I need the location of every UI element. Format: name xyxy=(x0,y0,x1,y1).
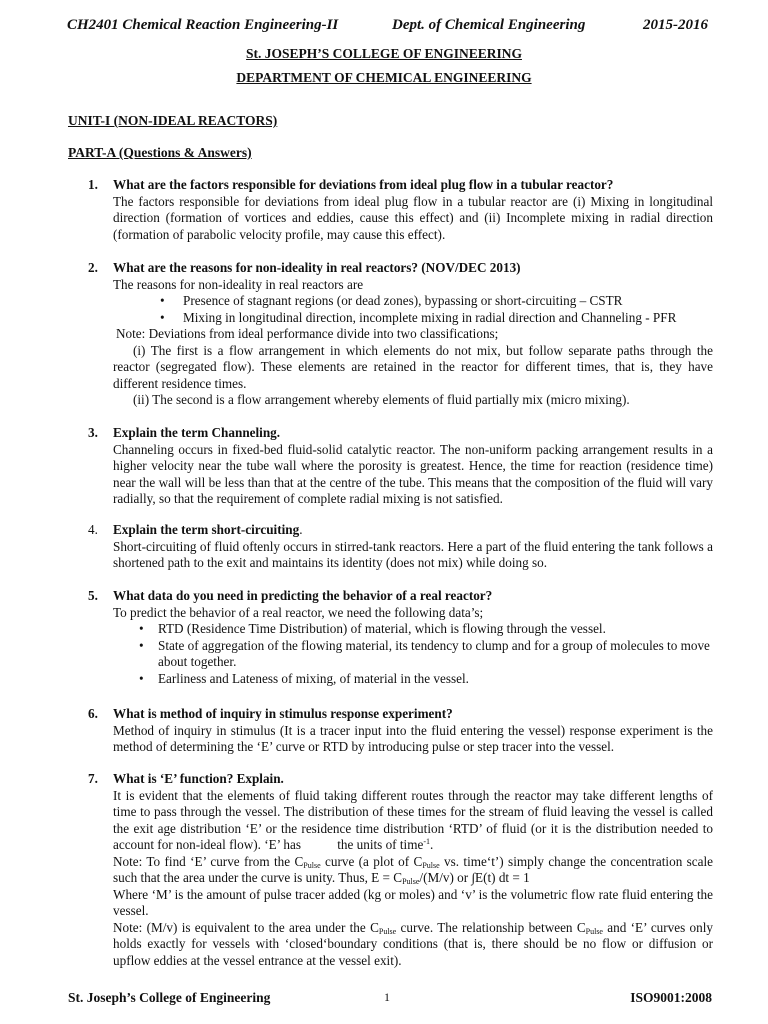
question-title: What are the factors responsible for deviations from ideal plug flow in a tubular reactor? xyxy=(113,177,614,192)
answer-text: Method of inquiry in stimulus (It is a tracer input into the fluid entering the vessel) response experiment is the method of determining the ‘E’ curve or RTD by introducing pulse or step tracer into the vessel. xyxy=(113,722,713,754)
subscript: Pulse xyxy=(585,926,603,936)
paragraph: (ii) The second is a flow arrangement whereby elements of fluid partially mix (micro mixing). xyxy=(133,392,630,407)
answer-intro: To predict the behavior of a real reactor, we need the following data’s; xyxy=(113,604,484,620)
part-heading: PART-A (Questions & Answers) xyxy=(68,145,252,160)
list-item: • State of aggregation of the flowing material, its tendency to clump and for a group of molecules to move about together. xyxy=(113,638,713,671)
note-part: curve (a plot of C xyxy=(320,853,423,869)
question-number: 5. xyxy=(88,588,98,603)
subscript: Pulse xyxy=(303,860,321,870)
unit-heading: UNIT-I (NON-IDEAL REACTORS) xyxy=(68,113,278,128)
subscript: Pulse xyxy=(422,860,440,870)
note-text xyxy=(113,854,713,887)
paragraph: It is evident that the elements of fluid taking different routes through the reactor may take different lengths of time to pass through the vessel. The distribution of these times for the stream of fluid leaving the vessel is called the exit age distribution ‘E’ or the residence time distribution ‘RTD’ of fluid (or it is the distribution needed to account for non-ideal flow). ‘E’ has the units of time$^{-1}$. xyxy=(113,787,713,852)
answer-intro: The reasons for non-ideality in real reactors are xyxy=(113,276,364,292)
answer-text: The factors responsible for deviations from ideal plug flow in a tubular reactor are (i) Mixing in longitudinal direction (formation of vortices and eddies, cause this effect) and (ii) Incomplete mixing in radial direction (formation of parabolic velocity profile, may cause this effect). xyxy=(113,193,713,242)
question-number: 1. xyxy=(88,177,98,192)
paragraph: Where ‘M’ is the amount of pulse tracer added (kg or moles) and ‘v’ is the volumetric flow rate fluid entering the vessel. xyxy=(113,886,713,918)
academic-year: 2015-2016 xyxy=(643,17,708,33)
course-title: CH2401 Chemical Reaction Engineering-II xyxy=(67,17,339,33)
department-title: DEPARTMENT OF CHEMICAL ENGINEERING xyxy=(236,70,532,85)
question-number: 2. xyxy=(88,260,98,275)
note-text xyxy=(113,920,713,970)
answer-text: Short-circuiting of fluid oftenly occurs in stirred-tank reactors. Here a part of the fluid entering the tank follows a shortened path to the exit and maintains its identity (does not mix) while doing so. xyxy=(113,538,713,570)
footer-iso: ISO9001:2008 xyxy=(630,990,712,1005)
question-3 xyxy=(88,425,713,508)
question-title: What is method of inquiry in stimulus response experiment? xyxy=(113,706,453,721)
page-number: 1 xyxy=(384,990,390,1004)
note-part: and ‘E’ curves only holds exactly for vessels with ‘closed‘boundary conditions (that is, there should be no flow or diffusion or upflow eddies at the vessel entrance at the vessel exit). xyxy=(113,919,714,968)
college-title: St. JOSEPH’S COLLEGE OF ENGINEERING xyxy=(246,46,522,61)
subscript: Pulse xyxy=(378,926,397,936)
list-item: • Presence of stagnant regions (or dead zones), bypassing or short-circuiting – CSTR xyxy=(113,293,713,310)
note-part: Note: To find ‘E’ curve from the C xyxy=(113,853,304,869)
question-4: 4. Explain the term short-circuiting. Short-circuiting of fluid oftenly occurs in stirred-tank reactors. Here a part of the fluid entering the tank follows a shortened path to the exit and maintains its identity (does not mix) while doing so. xyxy=(88,522,713,570)
question-title: What is ‘E’ function? Explain. xyxy=(113,771,284,786)
note-part: vs. time‘t’) simply change the concentration scale such that the area under the curve is unity. Thus, E = C xyxy=(113,853,714,885)
question-number: 3. xyxy=(88,425,98,440)
question-6 xyxy=(88,706,713,756)
question-5 xyxy=(88,588,713,687)
question-title: Explain the term Channeling. xyxy=(113,425,281,440)
footer-college: St. Joseph’s College of Engineering xyxy=(68,990,271,1005)
question-2 xyxy=(88,260,713,409)
question-number: 4. xyxy=(88,522,98,537)
list-item: • RTD (Residence Time Distribution) of material, which is flowing through the vessel. xyxy=(113,621,713,638)
subscript: Pulse xyxy=(402,877,420,886)
page-header xyxy=(67,17,708,37)
note-part: /(M/v) or ∫E(t) dt = 1 xyxy=(419,870,530,885)
note-part: Note: (M/v) is equivalent to the area under the C xyxy=(113,919,379,935)
question-1 xyxy=(88,177,713,243)
paragraph: (i) The first is a flow arrangement in which elements do not mix, but follow separate paths through the reactor (segregated flow). These elements are retained in the reactor for different times, that is, they have different residence times. xyxy=(113,342,713,391)
question-7 xyxy=(88,771,713,969)
note-part: curve. The relationship between C xyxy=(396,919,586,935)
paragraph-text: It is evident that the elements of fluid taking different routes through the reactor may take different lengths of time to pass through the vessel. The distribution of these times for the stream of fluid leaving the vessel is called the exit age distribution ‘E’ or the residence time distribution ‘RTD’ of fluid (or it is the distribution needed to account for non-ideal flow). ‘E’ has xyxy=(113,787,713,852)
question-number: 6. xyxy=(88,706,98,721)
note-text: Note: Deviations from ideal performance divide into two classifications; xyxy=(116,326,499,341)
superscript: -1 xyxy=(423,837,430,846)
question-title: What are the reasons for non-ideality in real reactors? (NOV/DEC 2013) xyxy=(113,260,521,275)
dept-title: Dept. of Chemical Engineering xyxy=(392,17,586,33)
question-number: 7. xyxy=(88,771,98,786)
question-title: What data do you need in predicting the behavior of a real reactor? xyxy=(113,588,493,603)
question-title: Explain the term short-circuiting xyxy=(113,522,300,537)
list-item: • Mixing in longitudinal direction, incomplete mixing in radial direction and Channeling - PFR xyxy=(113,310,713,327)
paragraph-text: the units of time xyxy=(337,837,424,852)
answer-text: Channeling occurs in fixed-bed fluid-solid catalytic reactor. The non-uniform packing arrangement results in a higher velocity near the tube wall where the porosity is greatest. Hence, the time for reaction (residence time) near the wall will be less than that at the centre of the tube. This means that the composition of the fluid will vary radially, so that the requirement of complete radial mixing is not satisfied. xyxy=(113,441,713,506)
list-item: • Earliness and Lateness of mixing, of material in the vessel. xyxy=(113,671,713,688)
